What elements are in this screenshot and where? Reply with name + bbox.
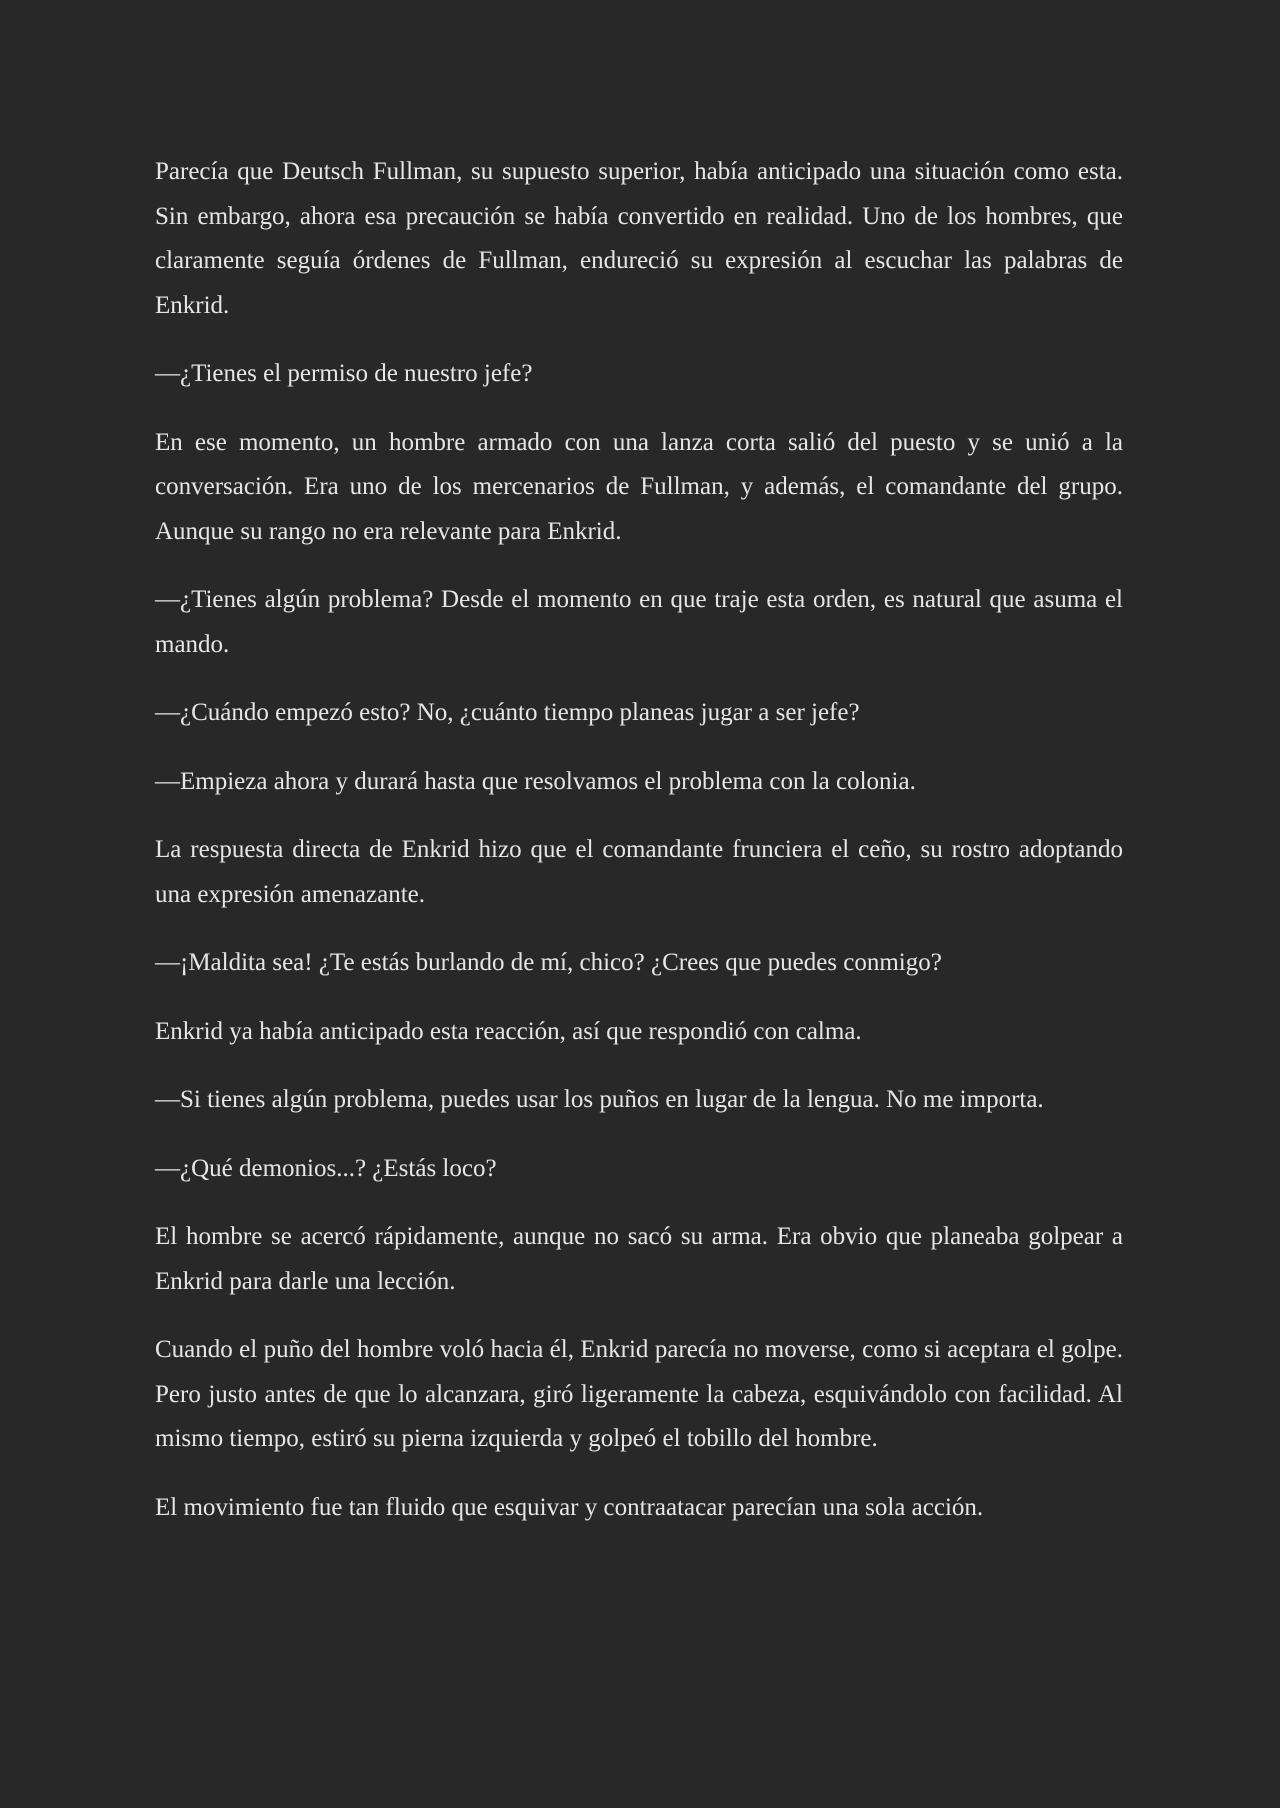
paragraph: En ese momento, un hombre armado con una lanza corta salió del puesto y se unió a la conversación. Era uno de los mercenarios de Fullman, y además, el comandante del grupo. Aunque su rango no era relevante para Enkrid.	[155, 428, 1123, 545]
paragraph: Parecía que Deutsch Fullman, su supuesto superior, había anticipado una situación como esta. Sin embargo, ahora esa precaución se había convertido en realidad. Uno de los hombres, que claramente seguía órdenes de Fullman, endureció su expresión al escuchar las palabras de Enkrid.	[155, 158, 1123, 319]
paragraph: El movimiento fue tan fluido que esquivar y contraatacar parecían una sola acción.	[155, 1493, 984, 1521]
dialogue-line: —Empieza ahora y durará hasta que resolvamos el problema con la colonia.	[155, 767, 916, 795]
dialogue-line: —¿Tienes algún problema? Desde el momento en que traje esta orden, es natural que asuma el mando.	[155, 586, 1123, 658]
dialogue-line: —¿Tienes el permiso de nuestro jefe?	[155, 360, 533, 387]
paragraph: La respuesta directa de Enkrid hizo que el comandante frunciera el ceño, su rostro adoptando una expresión amenazante.	[155, 836, 1123, 908]
dialogue-line: —¿Cuándo empezó esto? No, ¿cuánto tiempo planeas jugar a ser jefe?	[155, 699, 860, 726]
dialogue-line: —¡Maldita sea! ¿Te estás burlando de mí, chico? ¿Crees que puedes conmigo?	[155, 949, 942, 976]
reader-content	[155, 150, 1123, 1554]
paragraph: Cuando el puño del hombre voló hacia él, Enkrid parecía no moverse, como si aceptara el golpe. Pero justo antes de que lo alcanzara, giró ligeramente la cabeza, esquivándolo con facilidad. Al mismo tiempo, estiró su pierna izquierda y golpeó el tobillo del hombre.	[155, 1336, 1123, 1452]
dialogue-line: —Si tienes algún problema, puedes usar los puños en lugar de la lengua. No me importa.	[155, 1086, 1044, 1113]
paragraph: Enkrid ya había anticipado esta reacción, así que respondió con calma.	[155, 1017, 862, 1045]
paragraph: El hombre se acercó rápidamente, aunque no sacó su arma. Era obvio que planeaba golpear a Enkrid para darle una lección.	[155, 1223, 1123, 1295]
dialogue-line: —¿Qué demonios...? ¿Estás loco?	[155, 1154, 497, 1182]
